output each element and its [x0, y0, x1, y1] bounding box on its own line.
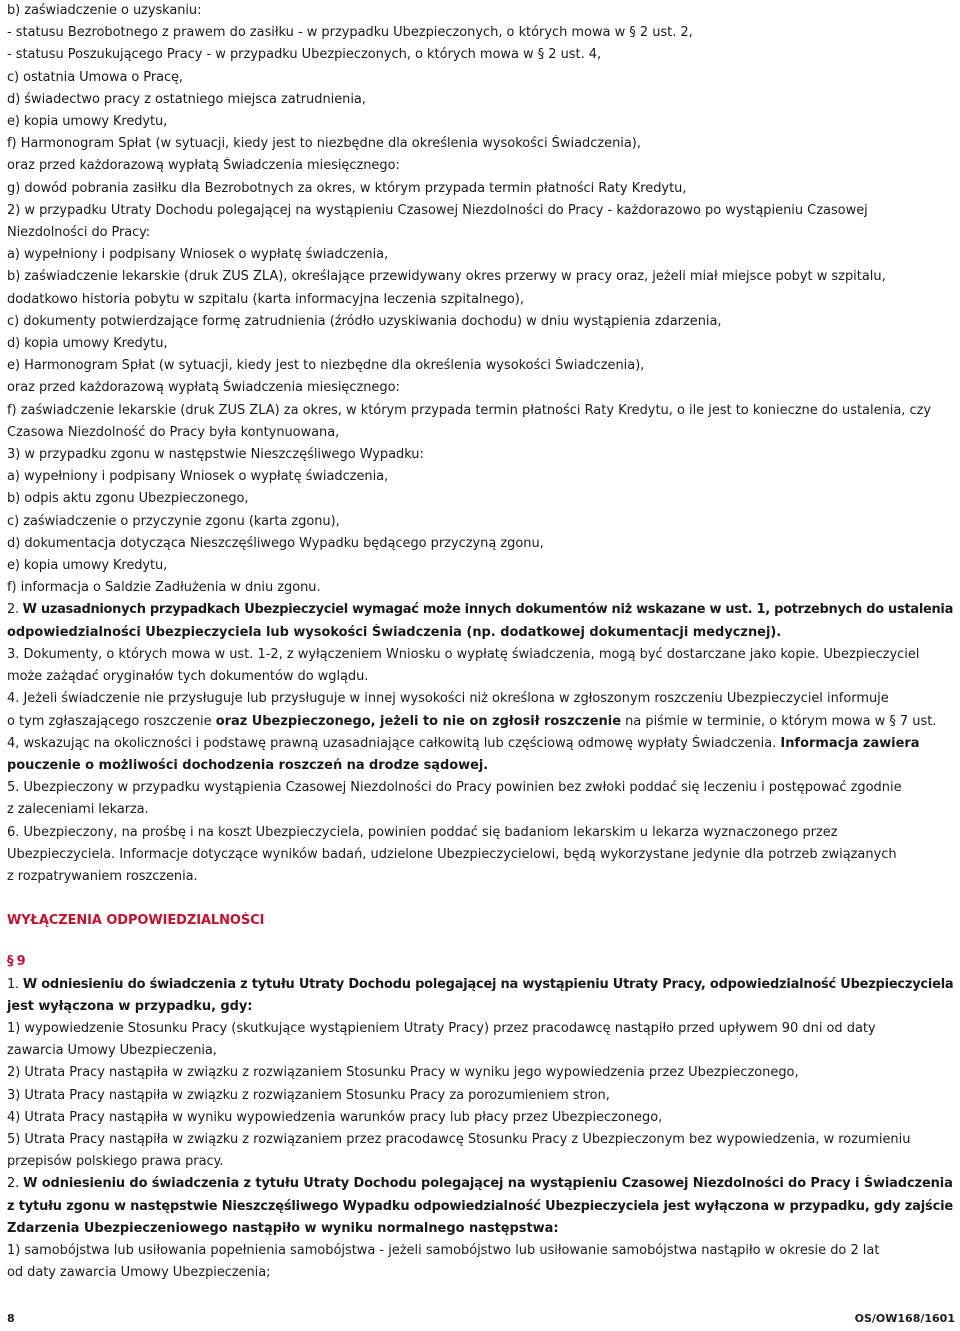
- text-line: c) zaświadczenie o przyczynie zgonu (karta zgonu),: [7, 513, 340, 529]
- bold-text: pouczenie o możliwości dochodzenia roszczeń na drodze sądowej.: [7, 757, 489, 773]
- list-item: 4) Utrata Pracy nastąpiła w wyniku wypowiedzenia warunków pracy lub płacy przez Ubezpieczonego,: [7, 1109, 663, 1125]
- text-line: 3) w przypadku zgonu w następstwie Nieszczęśliwego Wypadku:: [7, 447, 424, 463]
- paragraph-number: 2.: [7, 602, 23, 618]
- list-item: 3) Utrata Pracy nastąpiła w związku z rozwiązaniem Stosunku Pracy za porozumieniem stron,: [7, 1087, 610, 1103]
- text-line: a) wypełniony i podpisany Wniosek o wypłatę świadczenia,: [7, 247, 389, 263]
- list-item: przepisów polskiego prawa pracy.: [7, 1154, 224, 1170]
- paragraph-number: 2.: [7, 1176, 24, 1192]
- text-line: 2) w przypadku Utraty Dochodu polegającej na wystąpieniu Czasowej Niezdolności do Pracy - każdorazowo po wystąpieniu Czasowej: [7, 202, 868, 218]
- bold-text: z tytułu zgonu w następstwie Nieszczęśliwego Wypadku odpowiedzialność Ubezpieczyciela jest wyłączona w przypadku, gdy zajście: [7, 1198, 954, 1214]
- bold-text: oraz Ubezpieczonego, jeżeli to nie on zgłosił roszczenie: [215, 713, 621, 729]
- text-line: oraz przed każdorazową wypłatą Świadczenia miesięcznego:: [7, 158, 400, 174]
- paragraph-4: [7, 688, 957, 777]
- text-line: - statusu Bezrobotnego z prawem do zasiłku - w przypadku Ubezpieczonych, o których mowa w § 2 ust. 2,: [7, 25, 693, 41]
- text-line: f) informacja o Saldzie Zadłużenia w dniu zgonu.: [7, 580, 321, 596]
- text-line: 6. Ubezpieczony, na prośbę i na koszt Ubezpieczyciela, powinien poddać się badaniom lekarskim u lekarza wyznaczonego przez: [7, 824, 838, 840]
- text-line: Czasowa Niezdolność do Pracy była kontynuowana,: [7, 424, 340, 440]
- text-line: d) kopia umowy Kredytu,: [7, 336, 168, 352]
- list-item: 2) Utrata Pracy nastąpiła w związku z rozwiązaniem Stosunku Pracy w wyniku jego wypowiedzenia przez Ubezpieczonego,: [7, 1065, 799, 1081]
- list-item: 5) Utrata Pracy nastąpiła w związku z rozwiązaniem przez pracodawcę Stosunku Pracy z Ubezpieczonym bez wypowiedzenia, w rozumieniu: [7, 1131, 911, 1147]
- text-line: z rozpatrywaniem roszczenia.: [7, 868, 198, 884]
- text-line: g) dowód pobrania zasiłku dla Bezrobotnych za okres, w którym przypada termin płatności Raty Kredytu,: [7, 180, 687, 196]
- text-line: d) świadectwo pracy z ostatniego miejsca zatrudnienia,: [7, 91, 366, 107]
- text-run: 4, wskazując na okoliczności i podstawę prawną uzasadniające całkowitą lub częściową odmowę wypłaty Świadczenia.: [7, 735, 781, 751]
- bold-text: jest wyłączona w przypadku, gdy:: [7, 998, 253, 1014]
- text-line: e) kopia umowy Kredytu,: [7, 558, 168, 574]
- text-line: a) wypełniony i podpisany Wniosek o wypłatę świadczenia,: [7, 469, 389, 485]
- page-number: 8: [7, 1312, 15, 1325]
- section-title: WYŁĄCZENIA ODPOWIEDZIALNOŚCI: [7, 913, 265, 929]
- list-item: zawarcia Umowy Ubezpieczenia,: [7, 1043, 217, 1059]
- list-1b: [7, 0, 957, 599]
- section-number: § 9: [7, 954, 26, 970]
- text-line: 4. Jeżeli świadczenie nie przysługuje lub przysługuje w innej wysokości niż określona w zgłoszonym roszczeniu Ubezpieczyciel informuje: [7, 691, 889, 707]
- text-line: 3. Dokumenty, o których mowa w ust. 1-2, z wyłączeniem Wniosku o wypłatę świadczenia, mogą być dostarczane jako kopie. Ubezpieczyciel: [7, 646, 920, 662]
- text-line: może zażądać oryginałów tych dokumentów do wglądu.: [7, 669, 369, 685]
- text-line: c) ostatnia Umowa o Pracę,: [7, 69, 183, 85]
- text-line: z zaleceniami lekarza.: [7, 802, 149, 818]
- list-item: od daty zawarcia Umowy Ubezpieczenia;: [7, 1265, 271, 1281]
- text-line: oraz przed każdorazową wypłatą Świadczenia miesięcznego:: [7, 380, 400, 396]
- bold-text: W odniesieniu do świadczenia z tytułu Utraty Dochodu polegającej na wystąpieniu Utraty Pracy, odpowiedzialność Ubezpieczyciela: [22, 976, 954, 992]
- text-line: Ubezpieczyciela. Informacje dotyczące wyników badań, udzielone Ubezpieczycielowi, będą wykorzystane jedynie dla potrzeb związanych: [7, 846, 897, 862]
- text-line: f) zaświadczenie lekarskie (druk ZUS ZLA) za okres, w którym przypada termin płatności Raty Kredytu, o ile jest to konieczne do ustalenia, czy: [7, 402, 932, 418]
- text-line: b) zaświadczenie lekarskie (druk ZUS ZLA), określające przewidywany okres przerwy w pracy oraz, jeżeli miał miejsce pobyt w szpitalu,: [7, 269, 886, 285]
- bold-text: Informacja zawiera: [780, 735, 920, 751]
- text-line: Niezdolności do Pracy:: [7, 225, 151, 241]
- paragraph-3: [7, 644, 957, 688]
- text-run: na piśmie w terminie, o którym mowa w § 7 ust.: [620, 713, 937, 729]
- text-line: d) dokumentacja dotycząca Nieszczęśliwego Wypadku będącego przyczyną zgonu,: [7, 535, 544, 551]
- document-code: OS/OW168/1601: [854, 1312, 955, 1325]
- text-line: b) zaświadczenie o uzyskaniu:: [7, 3, 202, 18]
- section-paragraph-2: [7, 1173, 957, 1284]
- paragraph-number: 1.: [7, 976, 23, 992]
- text-line: - statusu Poszukującego Pracy - w przypadku Ubezpieczonych, o których mowa w § 2 ust. 4,: [7, 47, 602, 63]
- paragraph-5: [7, 777, 957, 821]
- list-item: 1) samobójstwa lub usiłowania popełnienia samobójstwa - jeżeli samobójstwo lub usiłowanie samobójstwa nastąpiło w okresie do 2 lat: [7, 1242, 880, 1258]
- text-line: dodatkowo historia pobytu w szpitalu (karta informacyjna leczenia szpitalnego),: [7, 291, 524, 307]
- text-line: f) Harmonogram Spłat (w sytuacji, kiedy jest to niezbędne dla określenia wysokości Świadczenia),: [7, 136, 641, 152]
- text-line: b) odpis aktu zgonu Ubezpieczonego,: [7, 491, 249, 507]
- paragraph-6: [7, 822, 957, 889]
- bold-text: W uzasadnionych przypadkach Ubezpieczyciel wymagać może innych dokumentów niż wskazane w ust. 1, potrzebnych do ustalenia: [22, 602, 954, 618]
- text-run: o tym zgłaszającego roszczenie: [7, 713, 216, 729]
- document-page: [7, 0, 957, 1284]
- section-paragraph-1: [7, 974, 957, 1174]
- list-item: 1) wypowiedzenie Stosunku Pracy (skutkujące wystąpieniem Utraty Pracy) przez pracodawcę nastąpiło przed upływem 90 dni od daty: [7, 1020, 876, 1036]
- paragraph-2: [7, 599, 957, 643]
- text-line: 5. Ubezpieczony w przypadku wystąpienia Czasowej Niezdolności do Pracy powinien bez zwłoki poddać się leczeniu i postępować zgodnie: [7, 780, 902, 796]
- bold-text: W odniesieniu do świadczenia z tytułu Utraty Dochodu polegającej na wystąpieniu Czasowej Niezdolności do Pracy i Świadczenia: [23, 1176, 953, 1192]
- text-line: e) kopia umowy Kredytu,: [7, 114, 168, 130]
- bold-text: odpowiedzialności Ubezpieczyciela lub wysokości Świadczenia (np. dodatkowej dokumentacji medycznej).: [7, 624, 782, 640]
- bold-text: Zdarzenia Ubezpieczeniowego nastąpiło w wyniku normalnego następstwa:: [7, 1220, 559, 1236]
- text-line: e) Harmonogram Spłat (w sytuacji, kiedy jest to niezbędne dla określenia wysokości Świadczenia),: [7, 358, 645, 374]
- text-line: c) dokumenty potwierdzające formę zatrudnienia (źródło uzyskiwania dochodu) w dniu wystąpienia zdarzenia,: [7, 313, 722, 329]
